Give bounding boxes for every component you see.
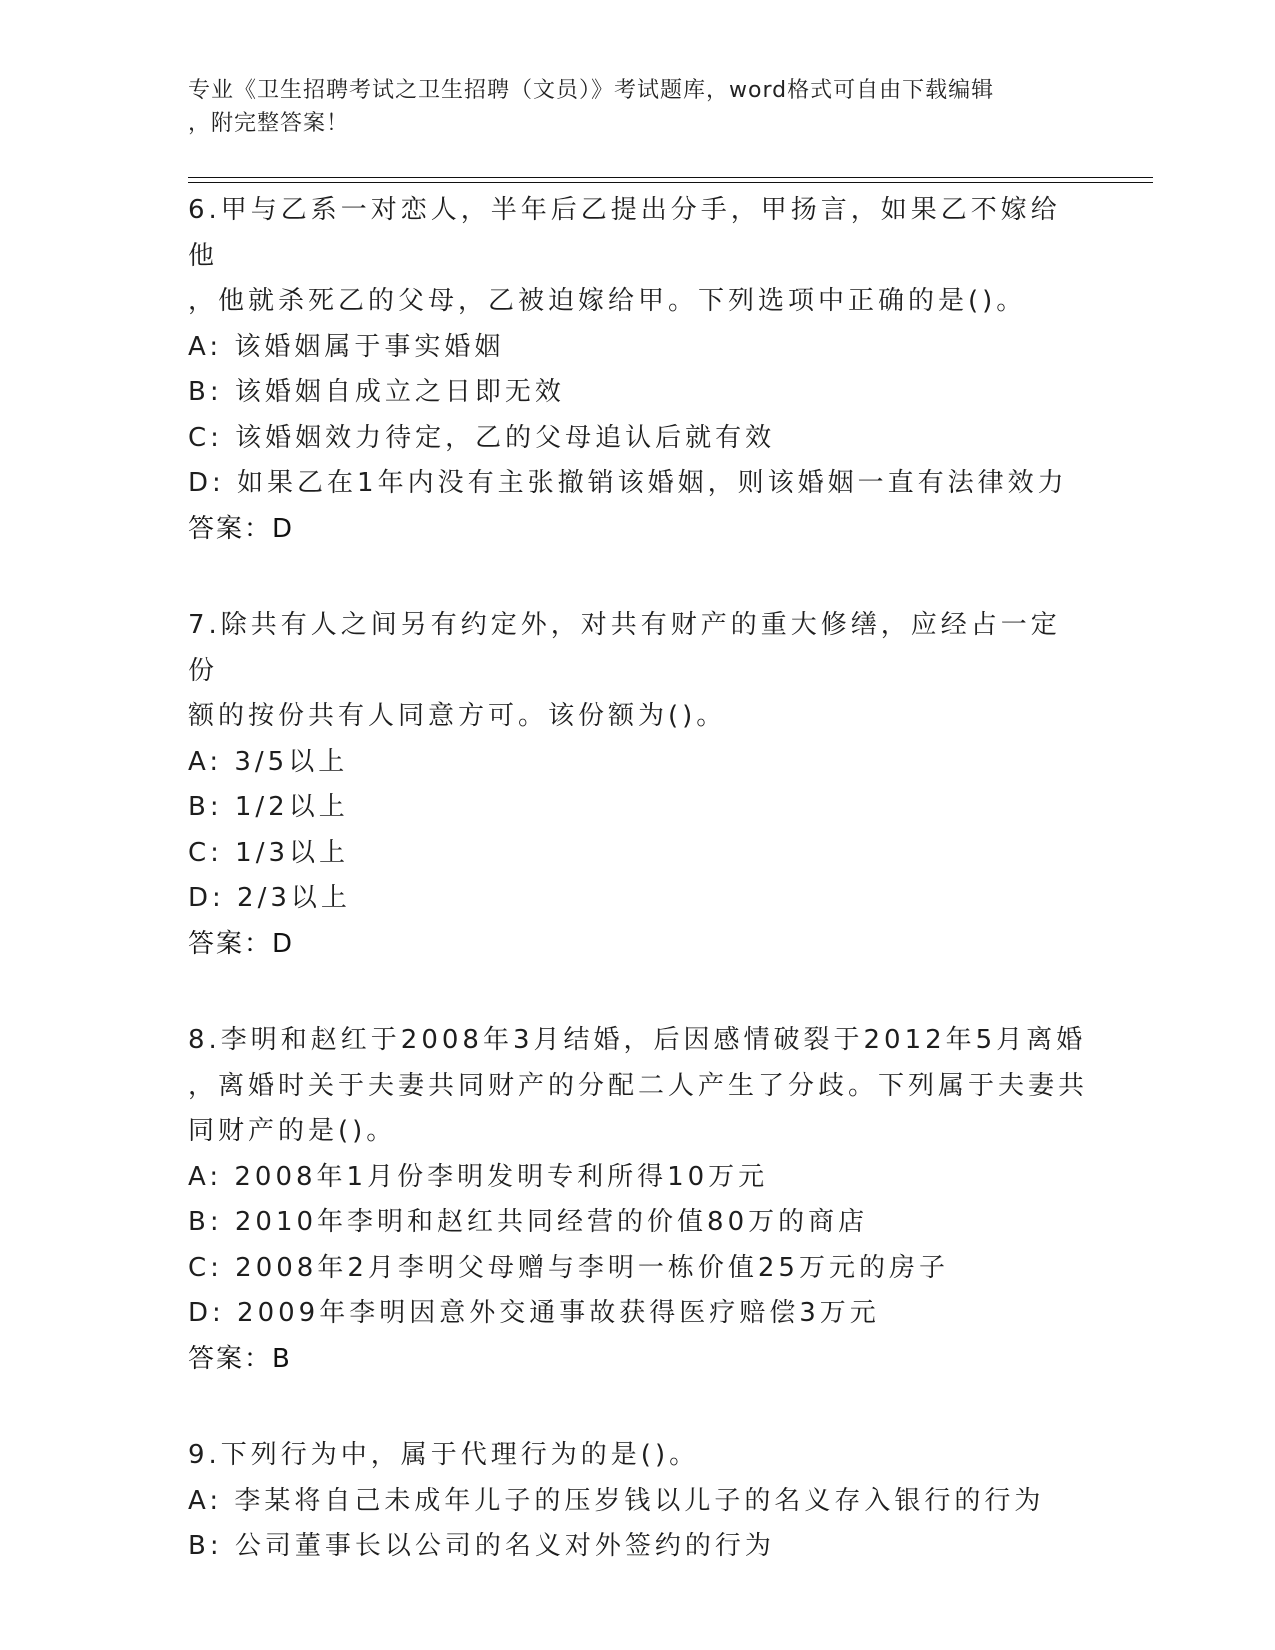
answer: 答案：D <box>188 928 295 959</box>
document-header <box>188 74 1068 140</box>
header-line-2: ，附完整答案！ <box>188 111 350 136</box>
option-b: B: 公司董事长以公司的名义对外签约的行为 <box>188 1531 775 1561</box>
question-list <box>188 188 1088 1621</box>
answer: 答案：D <box>188 513 295 544</box>
question-stem-line: 额的按份共有人同意方可。该份额为()。 <box>188 701 727 731</box>
option-b: B: 该婚姻自成立之日即无效 <box>188 377 565 407</box>
option-a: A: 3/5以上 <box>188 746 349 777</box>
option-d: D: 2/3以上 <box>188 883 351 913</box>
question-stem-line: 8.李明和赵红于2008年3月结婚，后因感情破裂于2012年5月离婚 <box>188 1025 1087 1055</box>
option-b: B: 2010年李明和赵红共同经营的价值80万的商店 <box>188 1207 869 1237</box>
option-c: C: 1/3以上 <box>188 837 350 868</box>
option-a: A: 该婚姻属于事实婚姻 <box>188 331 505 362</box>
question-6 <box>188 188 1088 552</box>
question-stem-line: 7.除共有人之间另有约定外，对共有财产的重大修缮，应经占一定份 <box>188 610 1061 686</box>
answer: 答案：B <box>188 1343 292 1374</box>
option-a: A: 李某将自己未成年儿子的压岁钱以儿子的名义存入银行的行为 <box>188 1485 1045 1516</box>
option-d: D: 2009年李明因意外交通事故获得医疗赔偿3万元 <box>188 1298 880 1328</box>
header-rule-bottom <box>188 182 1153 183</box>
question-stem-line: 9.下列行为中，属于代理行为的是()。 <box>188 1440 700 1470</box>
option-d: D: 如果乙在1年内没有主张撤销该婚姻，则该婚姻一直有法律效力 <box>188 468 1068 498</box>
question-stem-line: ，他就杀死乙的父母，乙被迫嫁给甲。下列选项中正确的是()。 <box>188 286 1027 316</box>
question-7 <box>188 603 1088 967</box>
option-c: C: 该婚姻效力待定，乙的父母追认后就有效 <box>188 422 776 453</box>
question-stem-line: ，离婚时关于夫妻共同财产的分配二人产生了分歧。下列属于夫妻共 <box>188 1070 1089 1101</box>
header-line-1: 专业《卫生招聘考试之卫生招聘（文员）》考试题库，word格式可自由下载编辑 <box>188 78 995 103</box>
header-rule-top <box>188 177 1153 178</box>
option-a: A: 2008年1月份李明发明专利所得10万元 <box>188 1161 769 1192</box>
question-9 <box>188 1433 1088 1570</box>
question-stem-line: 同财产的是()。 <box>188 1116 397 1146</box>
question-stem-line: 6.甲与乙系一对恋人，半年后乙提出分手，甲扬言，如果乙不嫁给他 <box>188 195 1061 271</box>
question-8 <box>188 1018 1088 1382</box>
option-c: C: 2008年2月李明父母赠与李明一栋价值25万元的房子 <box>188 1252 949 1283</box>
option-b: B: 1/2以上 <box>188 792 349 822</box>
